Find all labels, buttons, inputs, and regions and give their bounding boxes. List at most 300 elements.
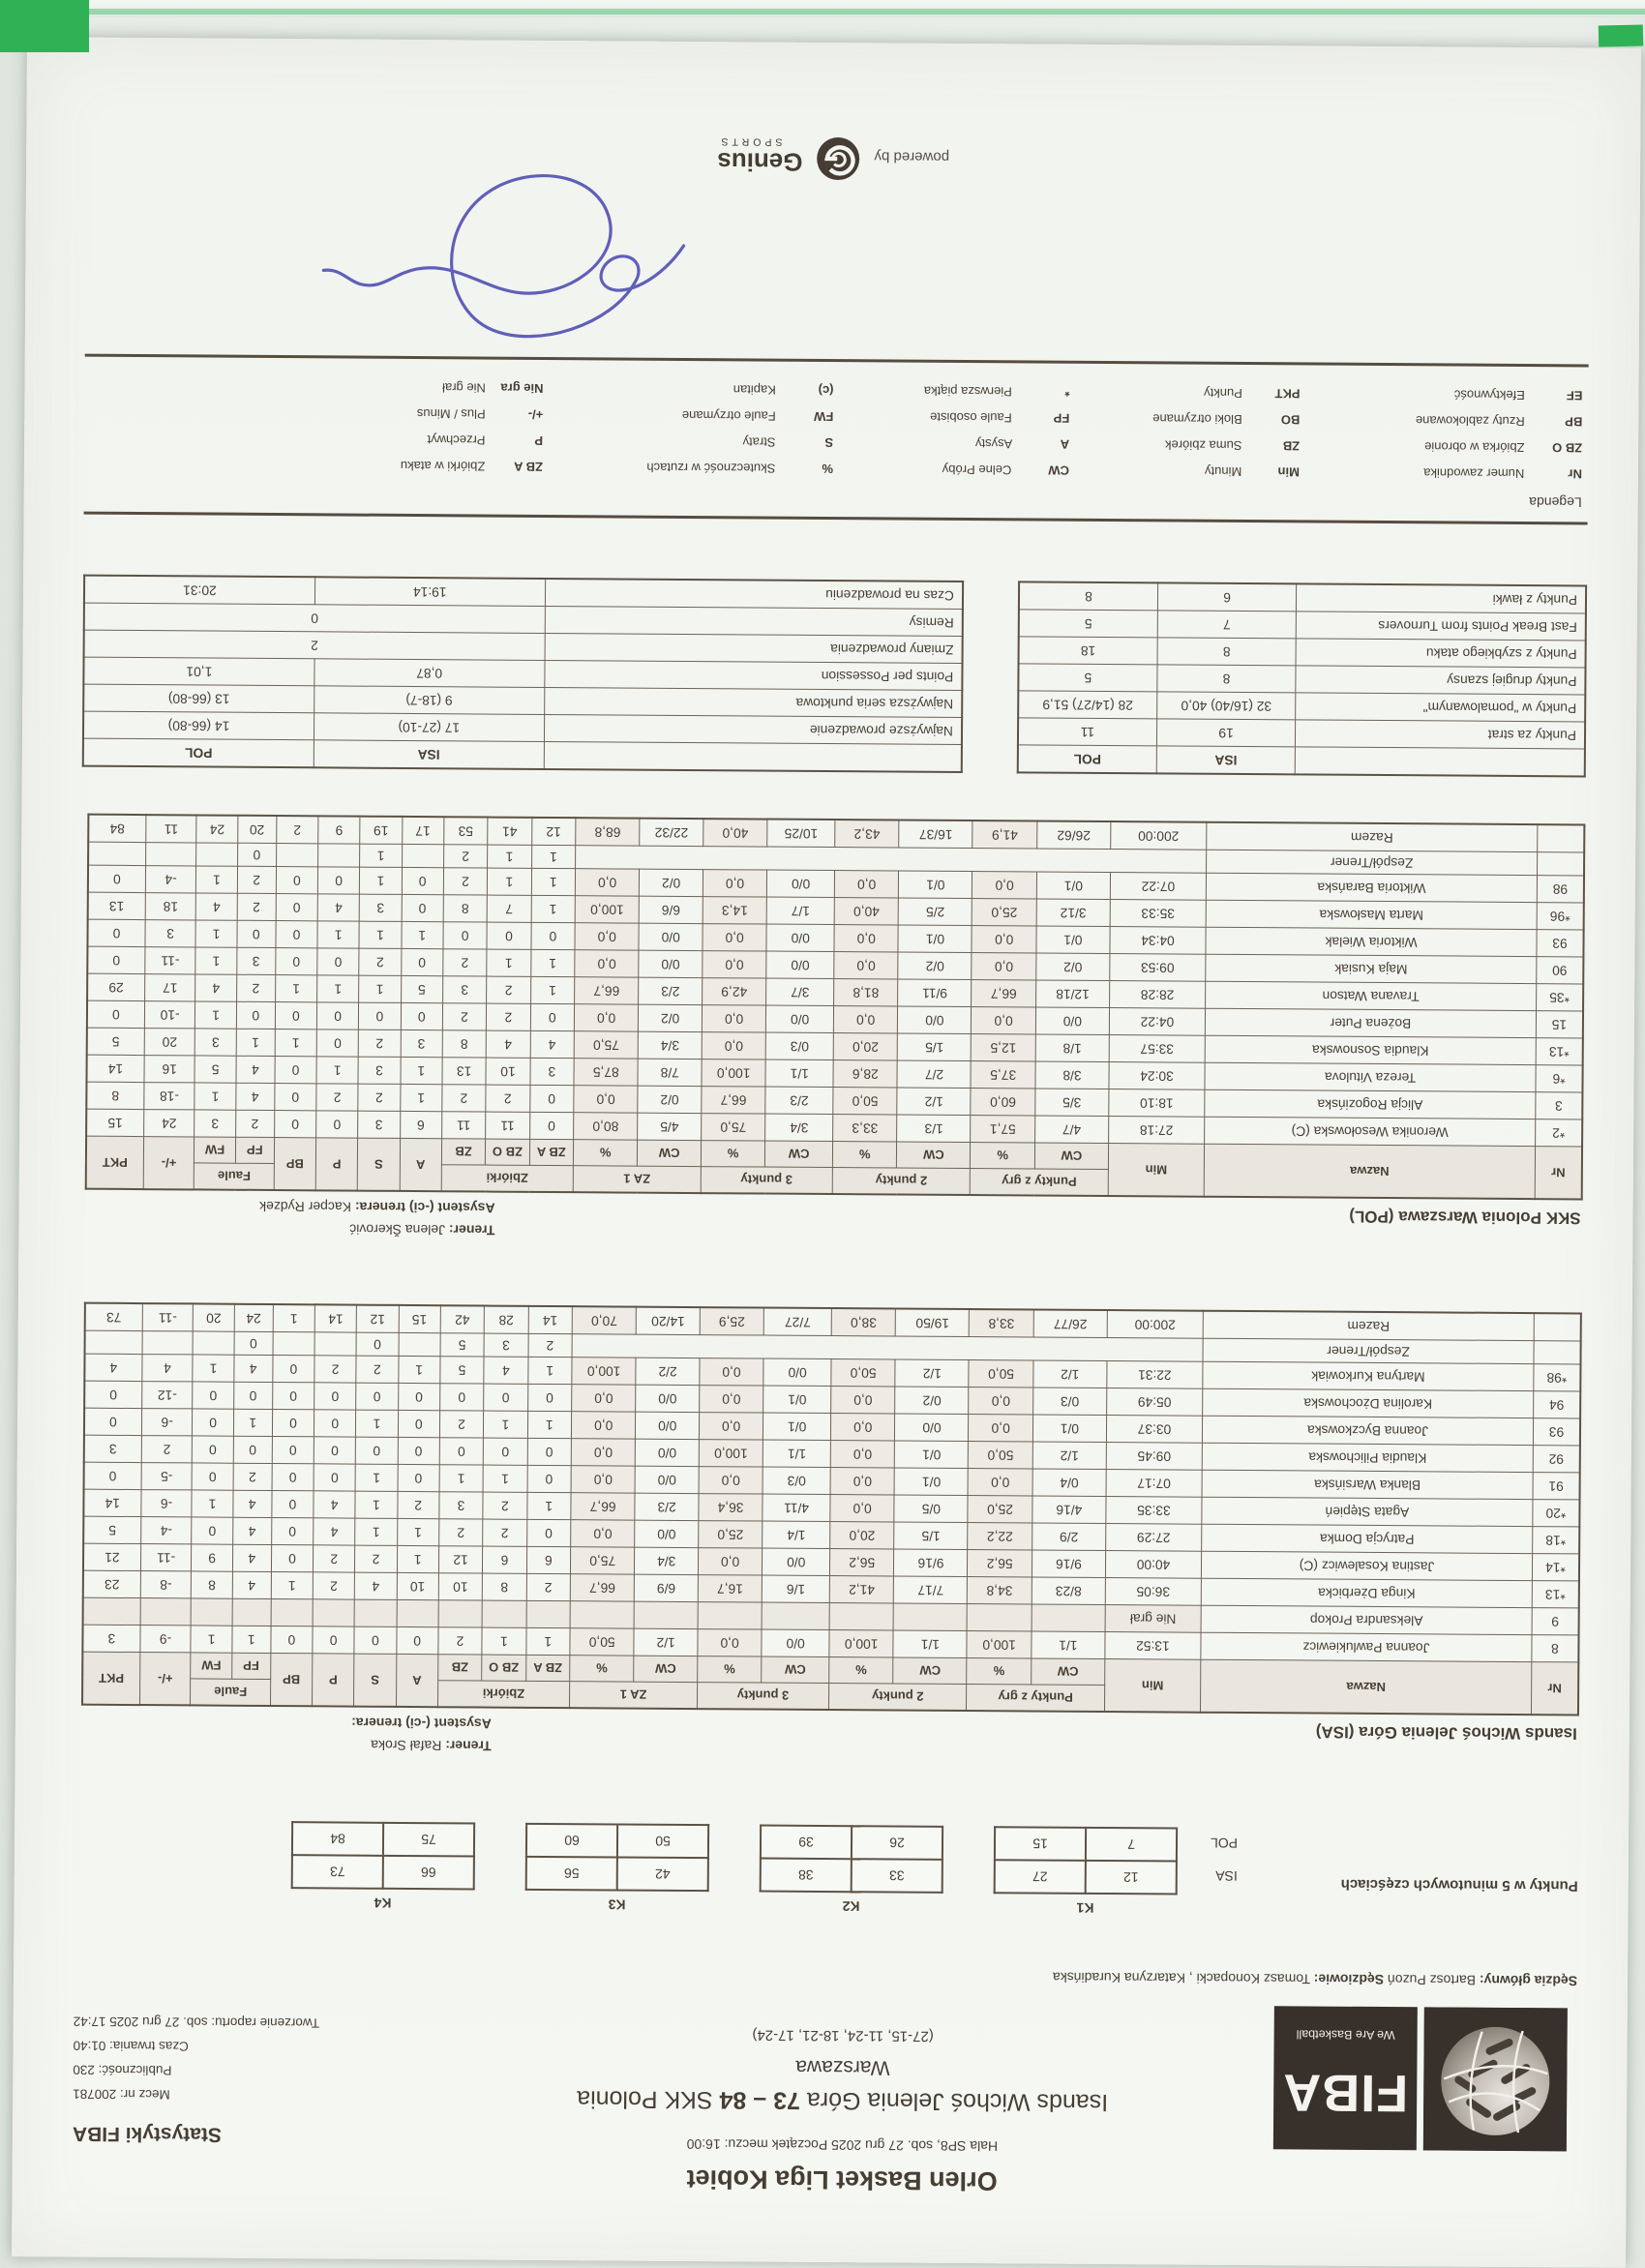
player-number: 93 bbox=[1537, 930, 1584, 957]
summary-row bbox=[1019, 610, 1586, 641]
stat-pm: -11 bbox=[145, 947, 196, 974]
coach-name: Jelena Škerović bbox=[349, 1222, 445, 1238]
col-pct: % bbox=[570, 1656, 635, 1682]
stat-p: 2 bbox=[314, 1545, 355, 1572]
stat-fg-pct: 33,8 bbox=[970, 1309, 1034, 1337]
blank-cell bbox=[1295, 747, 1585, 777]
stat-2p-pct: 100,0 bbox=[829, 1630, 894, 1657]
stat-s: 0 bbox=[359, 1002, 401, 1030]
legend-item bbox=[543, 407, 833, 424]
referee-line bbox=[74, 1963, 1577, 1989]
quarter-score-table bbox=[760, 1825, 943, 1894]
stat-3p-pct: 0,0 bbox=[703, 870, 767, 897]
legend-abbr: ZB O bbox=[1528, 440, 1582, 455]
stat-3p: 0/0 bbox=[767, 870, 835, 897]
stat-a: 0 bbox=[398, 1410, 439, 1437]
stat-ft-pct bbox=[570, 1601, 635, 1628]
stat-bp: 1 bbox=[273, 1304, 314, 1332]
pol-split-2: 84 bbox=[292, 1822, 383, 1856]
summary-row bbox=[1019, 582, 1586, 613]
col-pct: % bbox=[698, 1656, 763, 1683]
stat-2p: 2/5 bbox=[899, 898, 972, 926]
summary-label: Zmiany prowadzenia bbox=[545, 633, 963, 663]
stat-s: 4 bbox=[355, 1572, 397, 1599]
stat-a bbox=[399, 1332, 440, 1356]
stat-3p: 1/7 bbox=[766, 897, 834, 924]
stat-p: 9 bbox=[318, 816, 360, 844]
row-label-isa: ISA bbox=[1178, 1859, 1238, 1892]
stat-a: 2 bbox=[397, 1491, 438, 1518]
stat-3p-pct: 0,0 bbox=[698, 1548, 763, 1575]
stat-p: 0 bbox=[314, 1383, 356, 1410]
stat-3p: 2/3 bbox=[765, 1087, 833, 1114]
stat-pm: -8 bbox=[140, 1571, 192, 1598]
col-zbo: ZB O bbox=[482, 1655, 526, 1681]
stat-min: 28:28 bbox=[1109, 981, 1205, 1009]
stat-pkt bbox=[83, 1597, 140, 1625]
stat-zbo: 4 bbox=[484, 1357, 528, 1384]
coach-block-pol bbox=[78, 1198, 494, 1245]
stat-2p-pct: 41,2 bbox=[829, 1576, 894, 1603]
summary-label: Punkty z ławki bbox=[1297, 583, 1587, 613]
legend-abbr: S bbox=[779, 435, 833, 450]
col-2p: 2 punkty bbox=[828, 1684, 967, 1711]
player-number: *6 bbox=[1536, 1065, 1583, 1092]
stat-3p-pct: 0,0 bbox=[703, 924, 767, 951]
player-number: 3 bbox=[1536, 1092, 1583, 1119]
stat-fp: 2 bbox=[236, 974, 275, 1001]
quarter-box bbox=[525, 1821, 710, 1913]
stat-bp: 0 bbox=[275, 1002, 316, 1030]
stat-bp: 0 bbox=[272, 1410, 314, 1437]
stat-pm: -11 bbox=[140, 1544, 192, 1571]
stat-zb: 2 bbox=[442, 1085, 487, 1112]
stat-zb: 3 bbox=[442, 976, 487, 1003]
stat-zba: 0 bbox=[526, 1519, 571, 1546]
col-pm: +/- bbox=[139, 1653, 191, 1706]
stat-fg: 26/62 bbox=[1037, 821, 1111, 850]
stat-pkt: 0 bbox=[84, 1381, 141, 1408]
stat-fg-pct: 56,2 bbox=[968, 1550, 1032, 1577]
stat-ft-pct: 0,0 bbox=[574, 1086, 639, 1113]
player-name: Patrycja Domka bbox=[1202, 1524, 1533, 1553]
stat-ft-pct: 66,7 bbox=[570, 1574, 635, 1601]
stat-2p: 0/2 bbox=[895, 1387, 969, 1415]
stat-2p: 7/17 bbox=[894, 1576, 968, 1604]
stat-pm: -11 bbox=[142, 1303, 194, 1331]
stat-pkt: 0 bbox=[84, 1462, 141, 1489]
stat-3p-pct: 40,0 bbox=[703, 819, 768, 847]
stat-2p-pct: 50,0 bbox=[831, 1359, 896, 1387]
stat-ft: 0/0 bbox=[635, 1466, 699, 1493]
stat-fg-pct: 50,0 bbox=[969, 1360, 1033, 1388]
col-s: S bbox=[358, 1138, 401, 1191]
stat-ft-pct: 0,0 bbox=[571, 1466, 636, 1493]
stat-fp bbox=[232, 1598, 271, 1626]
col-cw: CW bbox=[897, 1142, 971, 1169]
stat-3p-pct: 0,0 bbox=[702, 1032, 766, 1059]
fiba-logo bbox=[1273, 2006, 1568, 2151]
fiba-globe-icon bbox=[1423, 2007, 1568, 2151]
stat-2p: 0/2 bbox=[898, 952, 972, 980]
scanner-green-block bbox=[0, 0, 89, 52]
summary-isa-value: 0 bbox=[84, 603, 545, 633]
legend-description: Faule otrzymane bbox=[682, 408, 776, 424]
stat-fp: 20 bbox=[237, 816, 276, 844]
stat-bp: 0 bbox=[271, 1626, 313, 1654]
stat-2p: 0/0 bbox=[898, 1006, 972, 1034]
stat-fp: 0 bbox=[236, 1001, 275, 1029]
stat-p: 0 bbox=[313, 1626, 354, 1654]
col-zb: ZB bbox=[441, 1139, 486, 1165]
stat-fp: 3 bbox=[236, 947, 275, 974]
stat-2p-pct: 20,0 bbox=[833, 1033, 898, 1060]
legend-description: Plus / Minus bbox=[417, 406, 486, 421]
stat-2p-pct: 0,0 bbox=[830, 1468, 895, 1495]
col-a: A bbox=[400, 1138, 442, 1191]
legend-description: Bloki otrzymane bbox=[1152, 411, 1242, 427]
stat-3p: 0/1 bbox=[763, 1413, 831, 1440]
legend-title: Legenda bbox=[90, 485, 1582, 511]
stat-3p: 0/0 bbox=[766, 1005, 834, 1032]
stat-fw: 1 bbox=[192, 1490, 232, 1517]
league-title: Orlen Basket Liga Kobiet bbox=[410, 2162, 1272, 2197]
col-ft: ZA 1 bbox=[573, 1166, 701, 1193]
stat-s: 0 bbox=[354, 1626, 396, 1654]
stat-p: 0 bbox=[314, 1410, 355, 1437]
stat-fg-pct: 60,0 bbox=[971, 1089, 1035, 1116]
stat-zb: 53 bbox=[444, 817, 489, 845]
stat-zba: 6 bbox=[526, 1546, 571, 1573]
stat-min: 33:35 bbox=[1106, 1497, 1202, 1525]
stat-zbo: 28 bbox=[484, 1306, 528, 1334]
col-pct: % bbox=[967, 1658, 1032, 1685]
pol-split-1: 75 bbox=[383, 1823, 474, 1857]
stat-fg: 0/1 bbox=[1036, 926, 1110, 954]
final-score: 73 – 84 bbox=[719, 2086, 800, 2114]
stat-ft-pct: 0,0 bbox=[575, 923, 640, 950]
stat-zbo: 6 bbox=[483, 1546, 527, 1573]
stat-2p: 1/2 bbox=[897, 1088, 971, 1116]
stat-pkt: 13 bbox=[88, 892, 145, 919]
stat-2p bbox=[894, 1603, 968, 1631]
stat-p bbox=[313, 1599, 354, 1626]
referee-main-label: Sędzia główny: bbox=[1480, 1973, 1577, 1989]
stat-2p-pct: 0,0 bbox=[834, 952, 899, 979]
stat-fw: 24 bbox=[196, 815, 237, 843]
stat-2p-pct: 56,2 bbox=[829, 1549, 894, 1576]
stat-zb: 5 bbox=[440, 1333, 485, 1357]
stat-2p-pct: 38,0 bbox=[831, 1308, 896, 1336]
stat-fp: 4 bbox=[236, 1056, 275, 1083]
legend-abbr: FW bbox=[779, 409, 833, 424]
stat-3p-pct bbox=[698, 1602, 763, 1629]
legend-item bbox=[833, 383, 1069, 400]
stat-2p: 0/1 bbox=[898, 925, 972, 953]
isa-split-1: 42 bbox=[617, 1858, 708, 1892]
col-zba: ZB A bbox=[525, 1655, 570, 1681]
stat-fw: 0 bbox=[193, 1382, 233, 1409]
summary-isa-value: 8 bbox=[1157, 638, 1296, 666]
summary-pol-value: 28 (14/27) 51,9 bbox=[1018, 691, 1157, 719]
match-number: Mecz nr: 200781 bbox=[73, 2082, 411, 2108]
stat-ft: 3/4 bbox=[639, 1031, 703, 1059]
stat-min: 36:05 bbox=[1105, 1578, 1201, 1606]
col-zb: ZB bbox=[438, 1655, 483, 1681]
summary-label: Najwyższe prowadzenie bbox=[544, 714, 962, 744]
legend-abbr: Nr bbox=[1528, 466, 1582, 481]
header-center bbox=[410, 2024, 1273, 2203]
stat-ft-pct: 0,0 bbox=[571, 1520, 636, 1547]
stat-a: 6 bbox=[400, 1111, 441, 1138]
pol-split-1: 26 bbox=[852, 1826, 942, 1860]
player-number: *14 bbox=[1532, 1554, 1579, 1581]
stat-bp: 1 bbox=[275, 975, 316, 1002]
stat-p: 1 bbox=[316, 1057, 358, 1084]
stat-a: 1 bbox=[402, 921, 443, 948]
stat-3p: 3/4 bbox=[765, 1114, 833, 1141]
stat-2p: 9/16 bbox=[894, 1549, 968, 1577]
stat-zbo: 1 bbox=[488, 845, 532, 868]
stat-s: 2 bbox=[358, 1084, 400, 1111]
stat-fw: 1 bbox=[195, 947, 236, 974]
summary-row bbox=[1018, 637, 1585, 668]
stat-s: 2 bbox=[359, 948, 401, 975]
player-number: *20 bbox=[1533, 1500, 1580, 1527]
stat-pkt bbox=[88, 842, 145, 865]
stat-pkt: 0 bbox=[84, 1408, 141, 1435]
legend-grid bbox=[90, 373, 1583, 488]
col-3p: 3 punkty bbox=[701, 1167, 832, 1194]
legend-item bbox=[282, 405, 543, 422]
col-min: Min bbox=[1108, 1144, 1205, 1197]
stat-pkt: 5 bbox=[83, 1516, 140, 1543]
blank-cell bbox=[1534, 1313, 1581, 1341]
stat-fw: 4 bbox=[196, 893, 237, 920]
stat-bp: 1 bbox=[271, 1572, 313, 1599]
legend-description: Suma zbiórek bbox=[1165, 437, 1242, 453]
stat-fg: 0/4 bbox=[1032, 1469, 1106, 1497]
col-pkt: PKT bbox=[82, 1652, 140, 1705]
stat-fg: 1/1 bbox=[1032, 1631, 1105, 1659]
col-bp: BP bbox=[270, 1654, 313, 1707]
stat-fg-pct: 25,0 bbox=[972, 899, 1037, 926]
assistant-line bbox=[79, 1198, 495, 1216]
stat-bp: 0 bbox=[272, 1437, 314, 1464]
stat-2p-pct: 81,8 bbox=[834, 979, 899, 1006]
referees-names: Tomasz Konopacki , Katarzyna Kuradińska bbox=[1053, 1970, 1310, 1987]
stat-2p-pct: 50,0 bbox=[833, 1088, 898, 1115]
stat-fw: 1 bbox=[196, 866, 237, 893]
player-name: Klaudia Sosnowska bbox=[1205, 1035, 1536, 1064]
stat-min: 13:52 bbox=[1105, 1632, 1201, 1660]
summary-isa-value: 0,87 bbox=[314, 659, 545, 688]
summary-head-pol: POL bbox=[83, 738, 314, 767]
stat-zbo: 7 bbox=[487, 895, 531, 922]
stat-zb: 0 bbox=[443, 922, 488, 949]
col-pct: % bbox=[573, 1140, 638, 1166]
stat-min: 07:22 bbox=[1110, 873, 1206, 901]
stat-p: 4 bbox=[314, 1518, 355, 1545]
player-name: Weronika Wesołowska (C) bbox=[1205, 1117, 1536, 1146]
stat-3p-pct: 100,0 bbox=[702, 1059, 766, 1087]
stat-3p-pct: 0,0 bbox=[702, 1005, 766, 1032]
powered-by-footer bbox=[26, 126, 1640, 187]
col-nr: Nr bbox=[1531, 1662, 1578, 1716]
genius-wordmark bbox=[717, 136, 802, 175]
stat-2p: 2/7 bbox=[897, 1060, 971, 1089]
genius-circle-g-icon bbox=[816, 132, 860, 181]
stat-ft-pct: 70,0 bbox=[572, 1306, 637, 1334]
stat-fg: 1/2 bbox=[1033, 1360, 1107, 1388]
stat-fw: 3 bbox=[195, 1029, 236, 1056]
legend-description: Asysty bbox=[975, 436, 1012, 451]
stat-ft-pct: 0,0 bbox=[571, 1439, 636, 1466]
stat-zba: 1 bbox=[530, 976, 575, 1003]
player-number: 15 bbox=[1536, 1011, 1583, 1038]
stat-fw: 1 bbox=[195, 1001, 236, 1029]
stat-ft-pct: 75,0 bbox=[570, 1547, 635, 1574]
stat-2p: 1/2 bbox=[895, 1359, 969, 1388]
stat-3p-pct: 42,9 bbox=[702, 978, 766, 1005]
summary-pol-value: 8 bbox=[1019, 582, 1158, 611]
header-meta bbox=[72, 2010, 411, 2197]
stat-pkt: 0 bbox=[87, 919, 144, 946]
summary-label: Punkty z szybkiego ataku bbox=[1296, 639, 1586, 668]
stat-pkt: 8 bbox=[86, 1082, 143, 1109]
player-name: Wiktoria Barańska bbox=[1206, 873, 1537, 902]
stat-2p: 0/5 bbox=[894, 1495, 968, 1523]
summary-tables bbox=[82, 575, 1587, 778]
stat-fw: 20 bbox=[194, 1303, 234, 1331]
stat-zba: 1 bbox=[527, 1411, 572, 1438]
stat-ft: 0/0 bbox=[639, 923, 703, 950]
legend-item bbox=[543, 460, 833, 476]
team-title-pol: SKK Polonia Warszawa (POL) bbox=[1349, 1207, 1582, 1228]
stat-zb: 11 bbox=[441, 1112, 486, 1139]
five-minute-title: Punkty w 5 minutowych częściach bbox=[1237, 1826, 1578, 1919]
summary-isa-value: 19:14 bbox=[314, 577, 545, 606]
quarter-label: K4 bbox=[291, 1889, 475, 1911]
player-number: *13 bbox=[1532, 1581, 1579, 1608]
stat-fg: 12/18 bbox=[1035, 980, 1109, 1008]
stat-2p-pct: 40,0 bbox=[834, 898, 899, 925]
stat-fp: 2 bbox=[237, 866, 276, 893]
stat-3p-pct: 0,0 bbox=[699, 1467, 763, 1494]
stat-a: 5 bbox=[401, 975, 442, 1002]
stat-bp: 0 bbox=[271, 1545, 313, 1572]
stat-min: 09:53 bbox=[1110, 954, 1206, 982]
pol-split-2: 39 bbox=[761, 1826, 852, 1860]
player-name: Karolina Dżochowska bbox=[1203, 1388, 1534, 1418]
player-number: *18 bbox=[1533, 1527, 1580, 1554]
stat-zbo: 2 bbox=[483, 1492, 527, 1519]
summary-label: Punkty za strat bbox=[1296, 720, 1586, 749]
isa-split-1: 12 bbox=[1086, 1861, 1177, 1895]
summary-pol-value: 5 bbox=[1019, 610, 1158, 638]
col-fouls: Faule bbox=[194, 1163, 274, 1190]
summary-head-isa: ISA bbox=[1156, 746, 1295, 774]
legend-item bbox=[1300, 386, 1582, 403]
stat-zb bbox=[438, 1600, 483, 1627]
stat-pkt: 3 bbox=[84, 1435, 141, 1462]
stat-zb: 1 bbox=[439, 1465, 484, 1492]
stat-pm: 24 bbox=[143, 1110, 194, 1137]
col-zbo: ZB O bbox=[486, 1139, 530, 1165]
stat-3p-pct: 0,0 bbox=[699, 1413, 763, 1440]
stat-fg-pct: 0,0 bbox=[972, 872, 1037, 899]
summary-isa-value: 9 (18-7) bbox=[314, 686, 544, 715]
stat-fp: 4 bbox=[232, 1544, 271, 1571]
pol-split-1: 50 bbox=[617, 1825, 708, 1859]
stat-ft-pct: 66,7 bbox=[571, 1493, 636, 1520]
team-title-isa: Isands Wichoś Jelenia Góra (ISA) bbox=[1316, 1722, 1579, 1744]
player-number: 9 bbox=[1532, 1608, 1579, 1635]
stat-zba: 1 bbox=[531, 868, 576, 895]
stat-a: 0 bbox=[396, 1626, 437, 1654]
stat-min: 05:49 bbox=[1106, 1388, 1202, 1417]
summary-pol-value: 1,01 bbox=[83, 657, 314, 686]
stat-fw: 0 bbox=[192, 1517, 232, 1544]
stat-2p-pct: 43,2 bbox=[835, 820, 900, 848]
legend-item bbox=[1069, 463, 1300, 480]
stat-zbo: 41 bbox=[488, 818, 532, 846]
stat-2p: 1/5 bbox=[898, 1033, 972, 1061]
summary-isa-value: 8 bbox=[1157, 665, 1296, 693]
stat-fg-pct: 50,0 bbox=[969, 1442, 1033, 1469]
stat-zbo: 8 bbox=[482, 1573, 526, 1600]
stat-bp: 0 bbox=[273, 1356, 314, 1383]
stat-bp: 0 bbox=[275, 1084, 316, 1111]
fiba-wordmark-text: FIBA bbox=[1282, 2066, 1408, 2119]
stat-s: 1 bbox=[356, 1410, 398, 1437]
legend-item bbox=[1069, 411, 1300, 428]
stat-pkt: 4 bbox=[84, 1354, 141, 1381]
stat-s: 1 bbox=[360, 844, 402, 867]
stat-p: 0 bbox=[314, 1437, 355, 1464]
stat-min: 03:37 bbox=[1106, 1416, 1202, 1444]
stat-zb: 2 bbox=[443, 845, 488, 868]
summary-label: Czas na prowadzeniu bbox=[545, 579, 963, 610]
stat-fw: 1 bbox=[191, 1626, 231, 1653]
summary-table-leads bbox=[82, 575, 964, 773]
legend-abbr: (c) bbox=[779, 383, 833, 398]
player-number: 91 bbox=[1533, 1473, 1580, 1500]
stat-s: 1 bbox=[360, 867, 402, 894]
row-label-pol: POL bbox=[1178, 1826, 1238, 1859]
blank-cell bbox=[544, 741, 962, 772]
stat-fg: 0/1 bbox=[1032, 1415, 1106, 1443]
player-name: Martyna Kurkowiak bbox=[1203, 1361, 1534, 1390]
stat-min: 40:00 bbox=[1105, 1551, 1201, 1579]
stats-title: Statystyki FIBA bbox=[73, 2122, 411, 2147]
stat-2p: 0/1 bbox=[899, 871, 972, 899]
stat-pm: 20 bbox=[144, 1029, 195, 1056]
total-label: Razem bbox=[1207, 822, 1538, 852]
col-fw: FW bbox=[191, 1653, 231, 1679]
summary-label: Points per Possession bbox=[544, 660, 962, 690]
legend-abbr: ZB A bbox=[489, 460, 543, 474]
stat-ft: 0/0 bbox=[639, 950, 703, 977]
col-pct: % bbox=[701, 1141, 765, 1167]
stat-zba: 0 bbox=[527, 1384, 572, 1411]
blank-cell bbox=[1538, 824, 1585, 852]
stat-3p: 4/11 bbox=[763, 1494, 830, 1521]
blank-cell bbox=[1537, 852, 1584, 876]
legend-item bbox=[833, 462, 1069, 478]
stat-s: 1 bbox=[359, 921, 401, 948]
bench-label: Zespół/Trener bbox=[1203, 1338, 1534, 1363]
